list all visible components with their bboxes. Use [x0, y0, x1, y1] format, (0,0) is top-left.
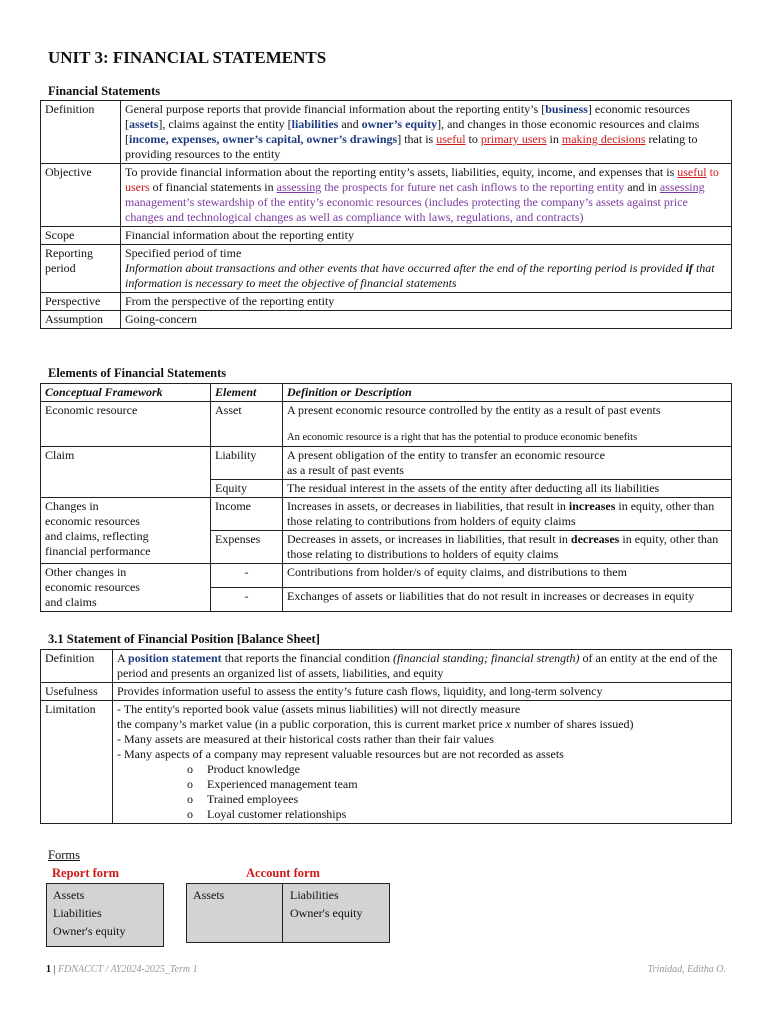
- table-row: [41, 227, 732, 245]
- row-label: Definition: [41, 650, 113, 683]
- elements-table: [40, 383, 732, 612]
- table-row: [41, 498, 732, 531]
- footer-author: Trinidad, Editha O.: [647, 964, 726, 975]
- account-form-box: [186, 883, 390, 943]
- row-label: Definition: [41, 101, 121, 164]
- definition-cell: Decreases in assets, or increases in liabilities, that result in decreases in equity, other than those relating to distributions to holders of equity claims: [283, 531, 732, 564]
- report-form-item: Assets: [53, 888, 85, 902]
- cf-cell: Changes in economic resources and claims, reflecting financial performance: [41, 498, 211, 564]
- element-cell: Asset: [211, 402, 283, 447]
- sfp-table: [40, 649, 732, 824]
- report-form-item: Liabilities: [53, 906, 102, 920]
- table-row: [41, 701, 732, 824]
- row-value: A position statement that reports the financial condition (financial standing; financial strength) of an entity at the end of the period and presents an organized list of assets, liabilities, and equity: [113, 650, 732, 683]
- definition-cell: A present obligation of the entity to transfer an economic resource as a result of past events: [283, 447, 732, 480]
- account-form-right: Liabilities Owner's equity: [290, 888, 363, 920]
- row-value: - The entity's reported book value (assets minus liabilities) will not directly measure the company’s market value (in a public corporation, this is current market price x number of shares issued) - Many assets are measured at their historical costs rather than their fair values - Many aspects of a company may represent valuable resources but are not recorded as assets o Product knowledge o Experienced management team o Trained employees o Loyal customer relationships: [113, 701, 732, 824]
- row-label: Perspective: [41, 293, 121, 311]
- column-header: Conceptual Framework: [41, 384, 211, 402]
- unit-title: UNIT 3: FINANCIAL STATEMENTS: [48, 48, 327, 67]
- table-row: [41, 564, 732, 588]
- row-value: Provides information useful to assess the entity’s future cash flows, liquidity, and long-term solvency: [113, 683, 732, 701]
- account-form-title: Account form: [246, 866, 320, 880]
- row-label: Scope: [41, 227, 121, 245]
- table-row: [41, 650, 732, 683]
- list-item: o Trained employees: [117, 792, 727, 807]
- column-header: Element: [211, 384, 283, 402]
- cf-cell: Economic resource: [41, 402, 211, 447]
- column-header: Definition or Description: [283, 384, 732, 402]
- footer-left: 1 | FDNACCT / AY2024-2025_Term 1: [46, 964, 198, 975]
- element-cell: Equity: [211, 480, 283, 498]
- report-form-item: Owner's equity: [53, 924, 126, 938]
- financial-statements-heading: Financial Statements: [48, 84, 161, 98]
- row-value: Specified period of time Information about transactions and other events that have occurred after the end of the reporting period is provided if that information is necessary to meet the objective of financial statements: [121, 245, 732, 293]
- list-item: o Experienced management team: [117, 777, 727, 792]
- row-value: Financial information about the reporting entity: [121, 227, 732, 245]
- element-cell: Expenses: [211, 531, 283, 564]
- element-cell: -: [211, 564, 283, 588]
- report-form-title: Report form: [52, 866, 119, 880]
- account-form-left: Assets: [187, 884, 283, 942]
- cf-cell: Claim: [41, 447, 211, 498]
- definition-cell: Exchanges of assets or liabilities that do not result in increases or decreases in equity: [283, 588, 732, 612]
- definition-cell: A present economic resource controlled by the entity as a result of past events An economic resource is a right that has the potential to produce economic benefits: [283, 402, 732, 447]
- report-form-box: [46, 883, 164, 947]
- table-row: [41, 245, 732, 293]
- row-value: Going-concern: [121, 311, 732, 329]
- table-row: [41, 683, 732, 701]
- row-label: Reporting period: [41, 245, 121, 293]
- list-item: o Loyal customer relationships: [117, 807, 727, 822]
- list-item: o Product knowledge: [117, 762, 727, 777]
- table-row: [41, 447, 732, 480]
- cf-cell: Other changes in economic resources and claims: [41, 564, 211, 612]
- sfp-heading: 3.1 Statement of Financial Position [Balance Sheet]: [48, 632, 320, 646]
- row-value: From the perspective of the reporting entity: [121, 293, 732, 311]
- row-label: Objective: [41, 164, 121, 227]
- table-row: [41, 293, 732, 311]
- row-label: Usefulness: [41, 683, 113, 701]
- table-row: [41, 402, 732, 447]
- definition-cell: The residual interest in the assets of the entity after deducting all its liabilities: [283, 480, 732, 498]
- element-cell: Liability: [211, 447, 283, 480]
- table-header-row: [41, 384, 732, 402]
- definition-cell: Contributions from holder/s of equity claims, and distributions to them: [283, 564, 732, 588]
- table-row: [41, 311, 732, 329]
- fs-objective-text: To provide financial information about the reporting entity’s assets, liabilities, equity, income, and expenses that is useful to users of financial statements in assessing the prospects for future net cash inflows to the reporting entity and in assessing management’s stewardship of the entity’s economic resources (includes protecting the company’s assets against price changes and technological changes as well as compliance with laws, regulations, and contracts): [121, 164, 732, 227]
- row-label: Limitation: [41, 701, 113, 824]
- table-row: [41, 164, 732, 227]
- element-cell: Income: [211, 498, 283, 531]
- financial-statements-table: [40, 100, 732, 329]
- row-label: Assumption: [41, 311, 121, 329]
- definition-cell: Increases in assets, or decreases in liabilities, that result in increases in equity, other than those relating to contributions from holders of equity claims: [283, 498, 732, 531]
- fs-definition-text: General purpose reports that provide financial information about the reporting entity’s [business] economic resources [assets], claims against the entity [liabilities and owner’s equity], and changes in those economic resources and claims [income, expenses, owner’s capital, owner’s drawings] that is useful to primary users in making decisions relating to providing resources to the entity: [121, 101, 732, 164]
- forms-label: Forms: [48, 848, 80, 862]
- element-cell: -: [211, 588, 283, 612]
- elements-heading: Elements of Financial Statements: [48, 366, 227, 380]
- table-row: [41, 101, 732, 164]
